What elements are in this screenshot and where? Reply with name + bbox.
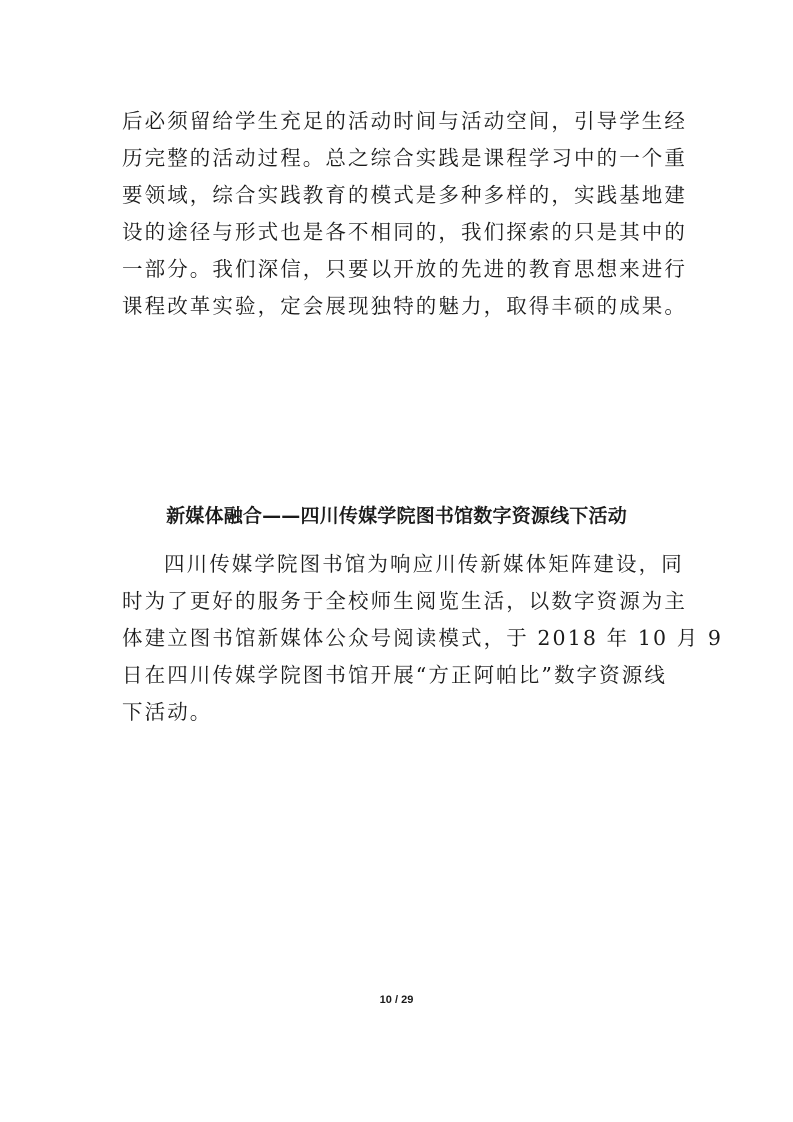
- paragraph-line: 设的途径与形式也是各不相同的，我们探索的只是其中的: [122, 220, 687, 244]
- paragraph-line: 时为了更好的服务于全校师生阅览生活，以数字资源为主: [122, 589, 687, 613]
- paragraph-line: 下活动。: [122, 700, 213, 724]
- paragraph-line: 体建立图书馆新媒体公众号阅读模式，于 2018 年 10 月 9: [122, 626, 724, 650]
- paragraph-line: 历完整的活动过程。总之综合实践是课程学习中的一个重: [122, 146, 687, 170]
- paragraph-line: 后必须留给学生充足的活动时间与活动空间，引导学生经: [122, 109, 687, 133]
- section-heading: 新媒体融合——四川传媒学院图书馆数字资源线下活动: [166, 505, 627, 527]
- paragraph-line: 课程改革实验，定会展现独特的魅力，取得丰硕的成果。: [122, 294, 687, 318]
- paragraph-line: 要领域，综合实践教育的模式是多种多样的，实践基地建: [122, 183, 687, 207]
- paragraph-line: 四川传媒学院图书馆为响应川传新媒体矩阵建设，同: [164, 552, 684, 576]
- page-number: 10 / 29: [379, 994, 414, 1006]
- paragraph-line: 一部分。我们深信，只要以开放的先进的教育思想来进行: [122, 257, 687, 281]
- paragraph-line: 日在四川传媒学院图书馆开展“方正阿帕比”数字资源线: [122, 663, 667, 687]
